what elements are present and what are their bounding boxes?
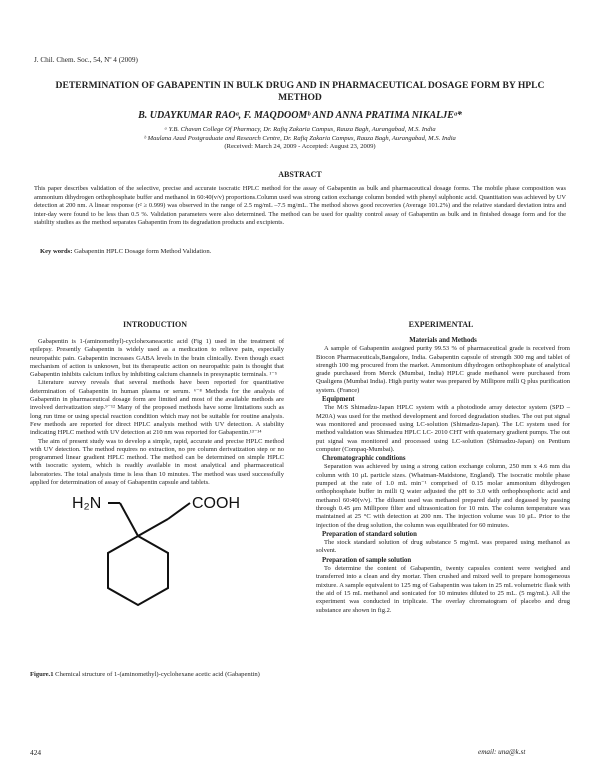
- experimental-body: [316, 336, 570, 615]
- affiliations: [40, 126, 560, 152]
- figure-caption-text: Chemical structure of 1-(aminomethyl)-cyclohexane acetic acid (Gabapentin): [55, 671, 260, 678]
- affiliation-b: ᵇ Maulana Azad Postgraduate and Research Centre, Dr. Rafiq Zakaria Campus, Rauza Bagh, Aurangabad, M.S. India: [144, 134, 456, 142]
- side-chain-bonds: [108, 503, 190, 536]
- figure-caption-label: Figure.1: [30, 671, 54, 678]
- subsection-text: The M/S Shimadzu-Japan HPLC system with a photodiode array detector system (SPD –M20A) was used for the method development and forced degradation studies. The out put signal was monitored and processed using LC-solution (Shimadzu-Japan). The LC system used for method validation was Shimadzu HPLC LC- 2010 CHT with quaternary gradient pumps. The out put signal was monitored and processed using LC-solution (Shimadzu-Japan) on Pentium computer (Compaq-Mumbai).: [316, 404, 570, 453]
- subsection-text: The stock standard solution of drug substance 5 mg/mL was prepared using methanol as solvent.: [316, 539, 570, 555]
- subsection-title: Materials and Methods: [409, 337, 477, 344]
- page-number: 424: [30, 748, 42, 757]
- received-dates: (Received: March 24, 2009 - Accepted: August 23, 2009): [224, 143, 376, 151]
- abstract-text: This paper describes validation of the selective, precise and accurate isocratic HPLC method for the assay of Gabapentin as bulk and pharmaceutical dosage forms. The mobile phase composition was ammonium dihydrogen orthophosphate buffer and methanol in 60:40(v/v) proportions.Column used was strong cation exchange column bonded with phenyl sulphonic acid. Quantitation was achieved by UV detection at 200 nm. A linear response (r² ≥ 0.999) was observed in the range of 2.5 mg/mL –7.5 mg/mL. The method shows good recoveries (Average 101.2%) and the relative standard deviation intra and inter-day were found to be less than 0.5 %. Validation parameters were also determined. The method can be used for quality control assay of Gabapentin as bulk and in finished dosage form and for the stability studies as the method separates Gabapentin from its degradation products and excipients.: [34, 185, 566, 226]
- experimental-heading: EXPERIMENTAL: [408, 320, 474, 329]
- journal-header: J. Chil. Chem. Soc., 54, Nº 4 (2009): [34, 56, 138, 64]
- subsection-text: Separation was achieved by using a strong cation exchange column, 250 mm x 4.6 mm dia column with 10 μL particle sizes. (Whatman-Maidstone, England). The isocratic mobile phase pumped at the rate of 1.0 mL min⁻¹ comprised of 0.15 molar ammonium dihydrogen orthophosphate buffer in milli Q water adjusted the pH to 3.0 with orthophosphoric acid and methanol 60:40(v/v). The diluent used was methanol prepared daily and degassed by passing through 0.45 μm Millipore filter and ultrasonication for 10 min. The column temperature was maintained at 25 °C with detection at 200 nm. The injection volume was 10 μL. Prior to the injection of the drug solution, the column was equilibrated for 60 minutes.: [316, 463, 570, 529]
- introduction-heading: INTRODUCTION: [122, 320, 187, 329]
- intro-paragraph: Literature survey reveals that several methods have been reported for quantitative determination of Gabapentin in human plasma or serum. ⁶⁻⁸ Methods for the analysis of Gabapentin in pharmaceutical dosage form are limited and most of the available methods are involved derivatization step.⁹⁻¹² Many of the proposed methods have some limitations such as long run time or using special reaction condition which may not be suitable for routine analysis. Few methods are reported for direct HPLC analysis method with UV detection. A stability indicating HPLC method with UV detection at 210 nm was reported for Gabapentin.¹³⁻¹⁴: [30, 379, 284, 437]
- affiliation-a: ᵃ Y.B. Chavan College Of Pharmacy, Dr. Rafiq Zakaria Campus, Rauza Bagh, Aurangabad, M.S. India: [164, 126, 436, 133]
- subsection-title: Chromatographic conditions: [322, 455, 406, 463]
- intro-paragraph: Gabapentin is 1-(aminomethyl)-cyclohexaneacetic acid (Fig 1) used in the treatment of epilepsy. Presently Gabapentin is widely used as a medication to relieve pain, especially neuropathic pain. Gabapentin increases GABA levels in the brain clinically. Even though exact mechanism of action is unknown, but its therapeutic action on neuropathic pain is thought that Gabapentin inhibits calcium influx by inhibiting calcium channels in presynaptic terminals. ¹⁻⁵: [30, 338, 284, 379]
- amine-group-label: H₂N: [72, 495, 102, 512]
- intro-paragraph: The aim of present study was to develop a simple, rapid, accurate and precise HPLC method with UV detection. The method requires no extraction, no pre column derivatization step or no programmed linear gradient HPLC method. The method can be determined on simple HPLC with isocratic system, which is readily available in most analytical and pharmaceutical laboratories. The total analysis time is less than 10 minutes. The method was used successfully applied for determination of assay of Gabapentin capsule and tablets.: [30, 437, 284, 487]
- keywords-label: Key words:: [40, 248, 73, 255]
- paper-title: DETERMINATION OF GABAPENTIN IN BULK DRUG AND IN PHARMACEUTICAL DOSAGE FORM BY HPLC METHOD: [55, 80, 545, 103]
- keywords: [40, 248, 560, 255]
- author-list: B. UDAYKUMAR RAOᵃ, F. MAQDOOMᵇ AND ANNA PRATIMA NIKALJEᵃ*: [138, 110, 462, 121]
- carboxyl-group-label: COOH: [192, 495, 240, 512]
- subsection-title: Preparation of sample solution: [322, 556, 412, 564]
- introduction-body: [30, 338, 284, 487]
- email-footer: email: una@k.st: [478, 748, 526, 756]
- abstract-heading: ABSTRACT: [278, 170, 322, 179]
- figure-caption: [30, 671, 284, 679]
- gabapentin-structure-figure: [70, 478, 260, 658]
- subsection-text: To determine the content of Gabapentin, twenty capsules content were weighed and transferred into a clean and dry mortar. Then crushed and mixed well to prepare homogeneous mixture. A sample equivalent to 125 mg of Gabapentin was taken in 25 mL volumetric flask with the aid of 15 mL methanol and sonicated for 10 minutes diluted to 25 mL. (5 mg/mL). All the experiment was conducted in triplicate. The overlay chromatogram of placebo and drug substance are shown in fig.2.: [316, 565, 570, 614]
- keywords-text: Gabapentin HPLC Dosage form Method Validation.: [74, 248, 212, 255]
- subsection-title: Equipment: [322, 396, 355, 404]
- subsection-text: A sample of Gabapentin assigned purity 99.53 % of pharmaceutical grade is received from Biocon Pharmaceuticals,Bangalore, India. Gabapentin capsule of strength 300 mg and tablet of strength 100 mg procured from the market. Ammonium dihydrogen orthophosphate of analytical grade purchased from Merck (Mumbai, India) HPLC grade methanol were purchased from Qualigens (Mumbai India). High purity water was prepared by Millipore milli Q plus purification system. (France): [316, 345, 570, 394]
- subsection-title: Preparation of standard solution: [322, 530, 417, 538]
- cyclohexane-ring: [108, 536, 168, 605]
